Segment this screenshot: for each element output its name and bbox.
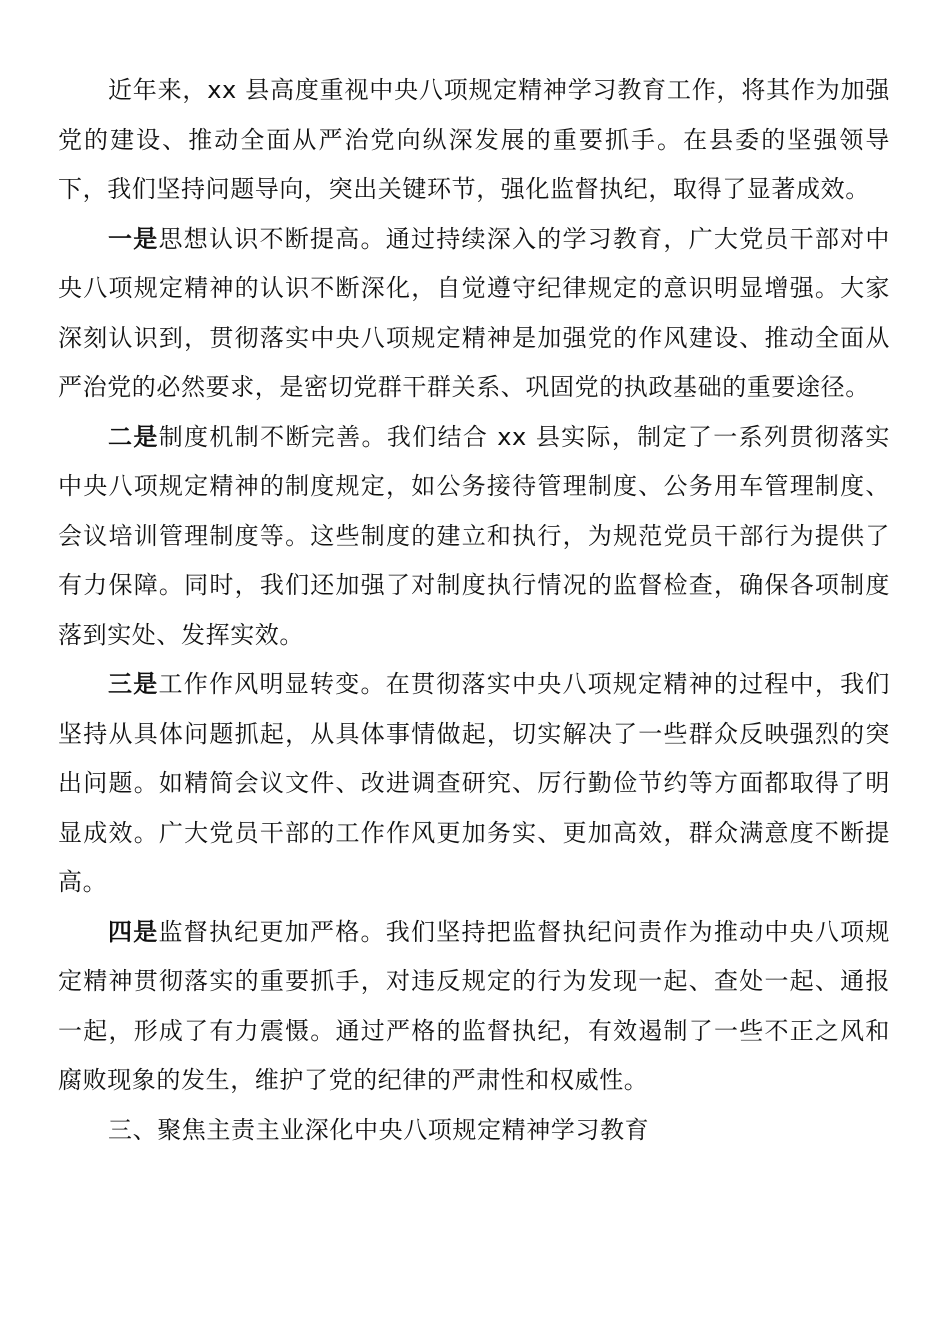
achievement-paragraph-3 (58, 660, 890, 908)
intro-paragraph (58, 66, 890, 215)
section-heading: 三、聚焦主责主业深化中央八项规定精神学习教育 (108, 1115, 650, 1144)
paragraph-text: 工作作风明显转变。在贯彻落实中央八项规定精神的过程中，我们坚持从具体问题抓起，从具体事情做起，切实解决了一些群众反映强烈的突出问题。如精简会议文件、改进调查研究、厉行勤俭节约等方面都取得了明显成效。广大党员干部的工作作风更加务实、更加高效，群众满意度不断提高。 (58, 670, 890, 896)
paragraph-text: 思想认识不断提高。通过持续深入的学习教育，广大党员干部对中央八项规定精神的认识不断深化，自觉遵守纪律规定的意识明显增强。大家深刻认识到，贯彻落实中央八项规定精神是加强党的作风建设、推动全面从严治党的必然要求，是密切党群干群关系、巩固党的执政基础的重要途径。 (58, 224, 890, 401)
document-body (58, 66, 890, 1155)
paragraph-text: 监督执纪更加严格。我们坚持把监督执纪问责作为推动中央八项规定精神贯彻落实的重要抓手，对违反规定的行为发现一起、查处一起、通报一起，形成了有力震慑。通过严格的监督执纪，有效遏制了一些不正之风和腐败现象的发生，维护了党的纪律的严肃性和权威性。 (58, 917, 890, 1094)
paragraph-lead: 一是 (108, 224, 159, 253)
paragraph-text: 近年来，xx 县高度重视中央八项规定精神学习教育工作，将其作为加强党的建设、推动全面从严治党向纵深发展的重要抓手。在县委的坚强领导下，我们坚持问题导向，突出关键环节，强化监督执纪，取得了显著成效。 (58, 76, 890, 203)
paragraph-lead: 四是 (108, 917, 159, 946)
achievement-paragraph-2 (58, 413, 890, 661)
achievement-paragraph-1 (58, 215, 890, 413)
paragraph-text: 制度机制不断完善。我们结合 xx 县实际，制定了一系列贯彻落实中央八项规定精神的制度规定，如公务接待管理制度、公务用车管理制度、会议培训管理制度等。这些制度的建立和执行，为规范党员干部行为提供了有力保障。同时，我们还加强了对制度执行情况的监督检查，确保各项制度落到实处、发挥实效。 (58, 422, 890, 649)
paragraph-lead: 二是 (108, 422, 159, 451)
paragraph-lead: 三是 (108, 670, 159, 698)
achievement-paragraph-4 (58, 908, 890, 1106)
